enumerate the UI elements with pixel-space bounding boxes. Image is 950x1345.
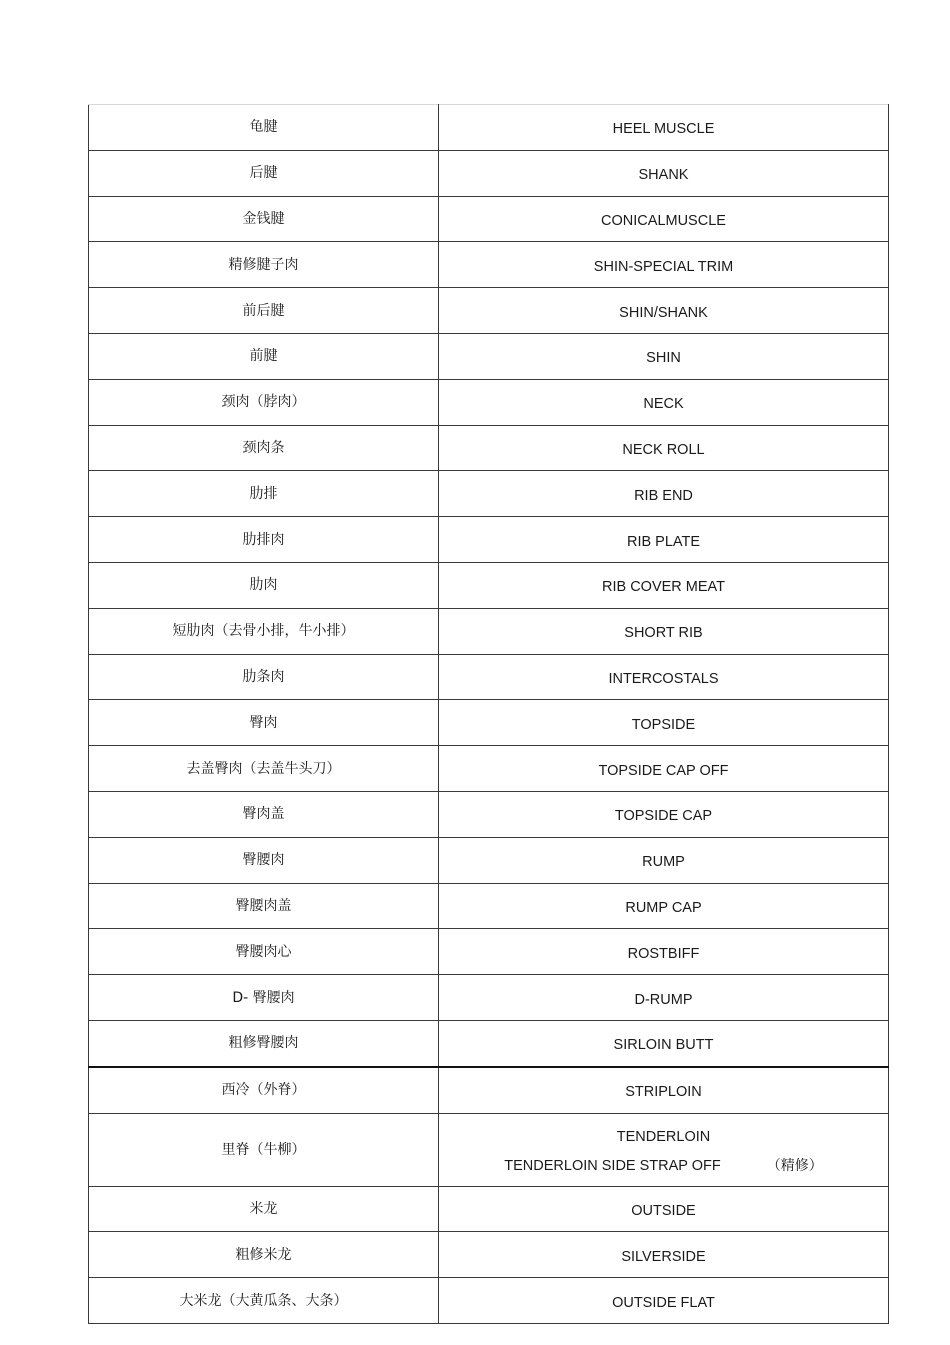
english-name-cell: SIRLOIN BUTT xyxy=(439,1020,889,1066)
english-name-cell: CONICALMUSCLE xyxy=(439,196,889,242)
table-row xyxy=(89,746,889,792)
table-row xyxy=(89,333,889,379)
chinese-name-cell: 粗修米龙 xyxy=(89,1232,439,1278)
table-row xyxy=(89,1067,889,1113)
table-row xyxy=(89,379,889,425)
english-name-cell: RUMP xyxy=(439,837,889,883)
chinese-name-cell: 短肋肉（去骨小排，牛小排） xyxy=(89,608,439,654)
table-row xyxy=(89,654,889,700)
chinese-name-cell: 颈肉条 xyxy=(89,425,439,471)
english-name-cell: SHIN-SPECIAL TRIM xyxy=(439,242,889,288)
english-name-cell: TOPSIDE CAP xyxy=(439,791,889,837)
table-row xyxy=(89,791,889,837)
trim-note: （精修） xyxy=(766,1158,823,1175)
chinese-name-cell: D- 臀腰肉 xyxy=(89,975,439,1021)
chinese-name-cell: 臀腰肉盖 xyxy=(89,883,439,929)
chinese-name-cell: 臀腰肉心 xyxy=(89,929,439,975)
english-name-cell: RUMP CAP xyxy=(439,883,889,929)
table-row xyxy=(89,975,889,1021)
chinese-name-cell: 臀肉 xyxy=(89,700,439,746)
chinese-name-cell: 前后腱 xyxy=(89,288,439,334)
table-row xyxy=(89,700,889,746)
english-name-line: TENDERLOIN xyxy=(616,1129,711,1146)
english-name-cell: INTERCOSTALS xyxy=(439,654,889,700)
english-name-cell: RIB PLATE xyxy=(439,517,889,563)
english-name-line-2 xyxy=(439,1157,888,1175)
english-name-cell: NECK xyxy=(439,379,889,425)
chinese-name-cell: 前腱 xyxy=(89,333,439,379)
english-name-cell: SHIN/SHANK xyxy=(439,288,889,334)
english-name-cell: NECK ROLL xyxy=(439,425,889,471)
table-row xyxy=(89,1186,889,1232)
table-row xyxy=(89,883,889,929)
chinese-name-cell: 金钱腱 xyxy=(89,196,439,242)
english-name-cell: HEEL MUSCLE xyxy=(439,105,889,151)
table-row xyxy=(89,105,889,151)
chinese-name-cell: 里脊（牛柳） xyxy=(89,1113,439,1186)
table-row xyxy=(89,242,889,288)
chinese-name-cell: 肋肉 xyxy=(89,562,439,608)
chinese-name-cell: 去盖臀肉（去盖牛头刀） xyxy=(89,746,439,792)
english-name-cell: ROSTBIFF xyxy=(439,929,889,975)
table-row xyxy=(89,471,889,517)
chinese-name-cell: 肋条肉 xyxy=(89,654,439,700)
chinese-name-cell: 粗修臀腰肉 xyxy=(89,1020,439,1066)
english-name-cell: SILVERSIDE xyxy=(439,1232,889,1278)
english-name-cell: SHIN xyxy=(439,333,889,379)
table-row xyxy=(89,837,889,883)
chinese-name-cell: 臀肉盖 xyxy=(89,791,439,837)
english-name-cell: D-RUMP xyxy=(439,975,889,1021)
table-row xyxy=(89,929,889,975)
table-row xyxy=(89,425,889,471)
chinese-name-cell: 臀腰肉 xyxy=(89,837,439,883)
chinese-name-cell: 精修腱子肉 xyxy=(89,242,439,288)
chinese-name-cell: 肋排肉 xyxy=(89,517,439,563)
table-row xyxy=(89,1020,889,1066)
chinese-name-cell: 西冷（外脊） xyxy=(89,1067,439,1113)
table-row xyxy=(89,1113,889,1186)
english-name-cell: TOPSIDE CAP OFF xyxy=(439,746,889,792)
table-row xyxy=(89,196,889,242)
table-row xyxy=(89,608,889,654)
chinese-name-cell: 肋排 xyxy=(89,471,439,517)
table-row xyxy=(89,562,889,608)
english-name-variant: TENDERLOIN SIDE STRAP OFF xyxy=(504,1158,721,1175)
chinese-name-cell: 后腱 xyxy=(89,150,439,196)
chinese-name-cell: 颈肉（脖肉） xyxy=(89,379,439,425)
english-name-cell: SHANK xyxy=(439,150,889,196)
table-row xyxy=(89,1232,889,1278)
table-row xyxy=(89,288,889,334)
beef-cuts-table xyxy=(88,104,889,1324)
english-name-cell: TOPSIDE xyxy=(439,700,889,746)
table-row xyxy=(89,1278,889,1324)
chinese-name-cell: 大米龙（大黄瓜条、大条） xyxy=(89,1278,439,1324)
table-row xyxy=(89,517,889,563)
table-row xyxy=(89,150,889,196)
english-name-cell: STRIPLOIN xyxy=(439,1067,889,1113)
english-name-cell: OUTSIDE FLAT xyxy=(439,1278,889,1324)
chinese-name-cell: 龟腱 xyxy=(89,105,439,151)
chinese-name-cell: 米龙 xyxy=(89,1186,439,1232)
english-name-cell: RIB END xyxy=(439,471,889,517)
english-name-cell: SHORT RIB xyxy=(439,608,889,654)
english-name-cell: RIB COVER MEAT xyxy=(439,562,889,608)
english-name-cell xyxy=(439,1113,889,1186)
document-page xyxy=(88,104,888,1324)
english-name-cell: OUTSIDE xyxy=(439,1186,889,1232)
